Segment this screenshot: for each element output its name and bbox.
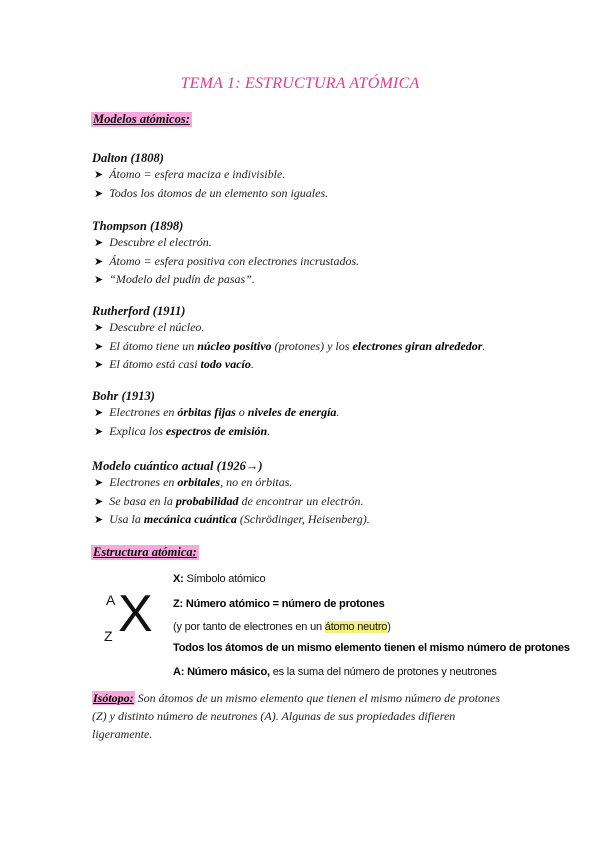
list-item: ➤ Descubre el electrón. xyxy=(94,235,212,249)
list-item: ➤ Átomo = esfera maciza e indivisible. xyxy=(94,167,286,181)
def-z: Z: Número atómico = número de protones xyxy=(173,598,385,610)
bohr-title: Bohr (1913) xyxy=(92,389,155,403)
atomic-number-symbol: Z xyxy=(104,628,113,644)
bohr-list xyxy=(94,404,339,441)
rutherford-title: Rutherford (1911) xyxy=(92,304,186,318)
def-x: X: Símbolo atómico xyxy=(173,573,266,585)
highlight-neutral-atom: átomo neutro xyxy=(324,621,388,633)
arrow-bullet-icon: ➤ xyxy=(94,514,104,526)
def-all-atoms: Todos los átomos de un mismo elemento tienen el mismo número de protones xyxy=(173,642,570,654)
list-item: ➤ Átomo = esfera positiva con electrones incrustados. xyxy=(94,253,360,268)
arrow-bullet-icon: ➤ xyxy=(94,322,104,334)
element-symbol: X xyxy=(118,585,153,643)
list-item: ➤ Usa la mecánica cuántica (Schrödinger, Heisenberg). xyxy=(94,512,370,526)
arrow-bullet-icon: ➤ xyxy=(94,407,104,419)
list-item: ➤ Todos los átomos de un elemento son iguales. xyxy=(94,185,329,200)
list-item: ➤ Explica los espectros de emisión. xyxy=(94,423,271,438)
isotope-definition: Isótopo: Son átomos de un mismo elemento que tienen el mismo número de protones (Z) y distinto número de neutrones (A). Algunas de sus propiedades difieren ligeramente. xyxy=(92,691,501,741)
arrow-bullet-icon: ➤ xyxy=(94,340,104,353)
arrow-bullet-icon: ➤ xyxy=(94,169,104,181)
list-item: ➤ Electrones en orbitales, no en órbitas. xyxy=(94,475,293,489)
dalton-list xyxy=(94,166,328,203)
arrow-bullet-icon: ➤ xyxy=(94,477,104,489)
list-item: ➤ El átomo tiene un núcleo positivo (protones) y los electrones giran alrededor. xyxy=(94,338,486,353)
def-z-note: (y por tanto de electrones en un átomo neutro) xyxy=(173,621,391,633)
list-item: ➤ “Modelo del pudín de pasas”. xyxy=(94,272,255,286)
thompson-title: Thompson (1898) xyxy=(92,219,184,233)
thompson-list xyxy=(94,234,359,290)
quantum-title: Modelo cuántico actual (1926→) xyxy=(92,459,263,473)
arrow-bullet-icon: ➤ xyxy=(94,237,104,249)
quantum-list xyxy=(94,474,370,530)
arrow-bullet-icon: ➤ xyxy=(94,425,104,438)
arrow-bullet-icon: ➤ xyxy=(94,187,104,200)
list-item: ➤ El átomo está casi todo vacío. xyxy=(94,357,254,371)
section-heading-structure: Estructura atómica: xyxy=(93,545,197,559)
list-item: ➤ Descubre el núcleo. xyxy=(94,320,205,334)
arrow-bullet-icon: ➤ xyxy=(94,274,104,286)
list-item: ➤ Se basa en la probabilidad de encontrar un electrón. xyxy=(94,493,364,508)
arrow-bullet-icon: ➤ xyxy=(94,255,104,268)
def-a: A: Número másico, es la suma del número de protones y neutrones xyxy=(173,666,497,678)
dalton-title: Dalton (1808) xyxy=(92,151,164,165)
section-heading-models: Modelos atómicos: xyxy=(93,112,190,126)
list-item: ➤ Electrones en órbitas fijas o niveles de energía. xyxy=(94,405,340,419)
atomic-symbol-diagram xyxy=(100,585,170,648)
isotope-term: Isótopo: xyxy=(93,691,134,705)
page-title: TEMA 1: ESTRUCTURA ATÓMICA xyxy=(180,75,420,92)
rutherford-list xyxy=(94,319,485,375)
arrow-bullet-icon: ➤ xyxy=(94,359,104,371)
mass-number-symbol: A xyxy=(106,592,116,608)
arrow-bullet-icon: ➤ xyxy=(94,495,104,508)
